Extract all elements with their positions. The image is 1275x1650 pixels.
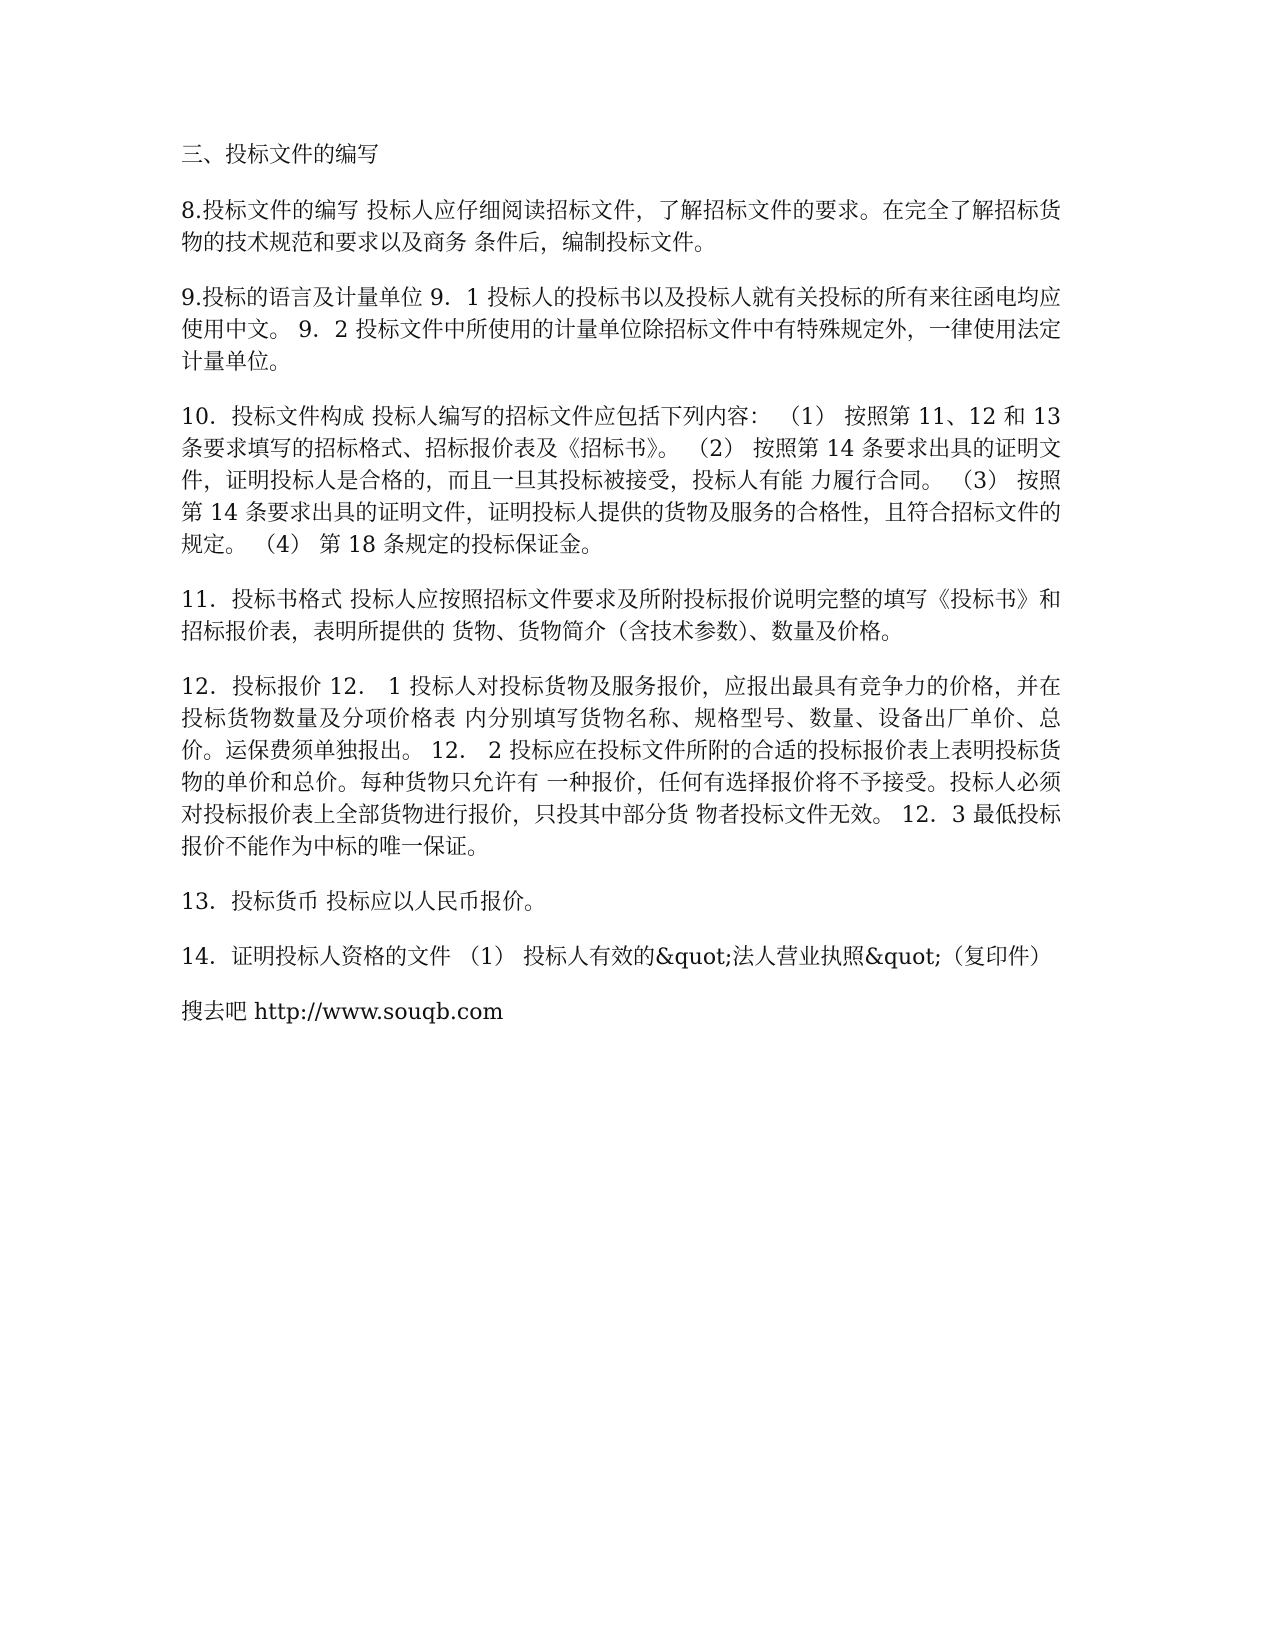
paragraph-12: 12．投标报价 12． 1 投标人对投标货物及服务报价，应报出最具有竞争力的价格，并在投标货物数量及分项价格表 内分别填写货物名称、规格型号、数量、设备出厂单价、总价。运保费须单独报出。 12． 2 投标应在投标文件所附的合适的投标报价表上表明投标货物的单价和总价。每种货物只允许有 一种报价，任何有选择报价将不予接受。投标人必须对投标报价表上全部货物进行报价，只投其中部分货 物者投标文件无效。 12．3 最低投标报价不能作为中标的唯一保证。 <box>181 675 1061 860</box>
paragraph-8: 8.投标文件的编写 投标人应仔细阅读招标文件，了解招标文件的要求。在完全了解招标货物的技术规范和要求以及商务 条件后，编制投标文件。 <box>181 199 1061 256</box>
paragraph-14: 14．证明投标人资格的文件 （1） 投标人有效的&quot;法人营业执照&quot;（复印件） <box>181 945 1052 970</box>
paragraph-10: 10．投标文件构成 投标人编写的招标文件应包括下列内容： （1） 按照第 11、12 和 13 条要求填写的招标格式、招标报价表及《招标书》。 （2） 按照第 14 条要求出具的证明文件，证明投标人是合格的，而且一旦其投标被接受，投标人有能 力履行合同。 （3） 按照第 14 条要求出具的证明文件，证明投标人提供的货物及服务的合格性，且符合招标文件的 规定。 （4） 第 18 条规定的投标保证金。 <box>181 405 1061 558</box>
paragraph-9: 9.投标的语言及计量单位 9．1 投标人的投标书以及投标人就有关投标的所有来往函电均应使用中文。 9．2 投标文件中所使用的计量单位除招标文件中有特殊规定外，一律使用法定计量单位。 <box>181 286 1061 375</box>
document-page <box>181 140 1061 1029</box>
source-footer: 搜去吧 http://www.souqb.com <box>181 1000 504 1025</box>
paragraph-13: 13．投标货币 投标应以人民币报价。 <box>181 890 546 915</box>
section-heading: 三、投标文件的编写 <box>181 143 380 168</box>
paragraph-11: 11．投标书格式 投标人应按照招标文件要求及所附投标报价说明完整的填写《投标书》和招标报价表，表明所提供的 货物、货物简介（含技术参数）、数量及价格。 <box>181 588 1061 645</box>
